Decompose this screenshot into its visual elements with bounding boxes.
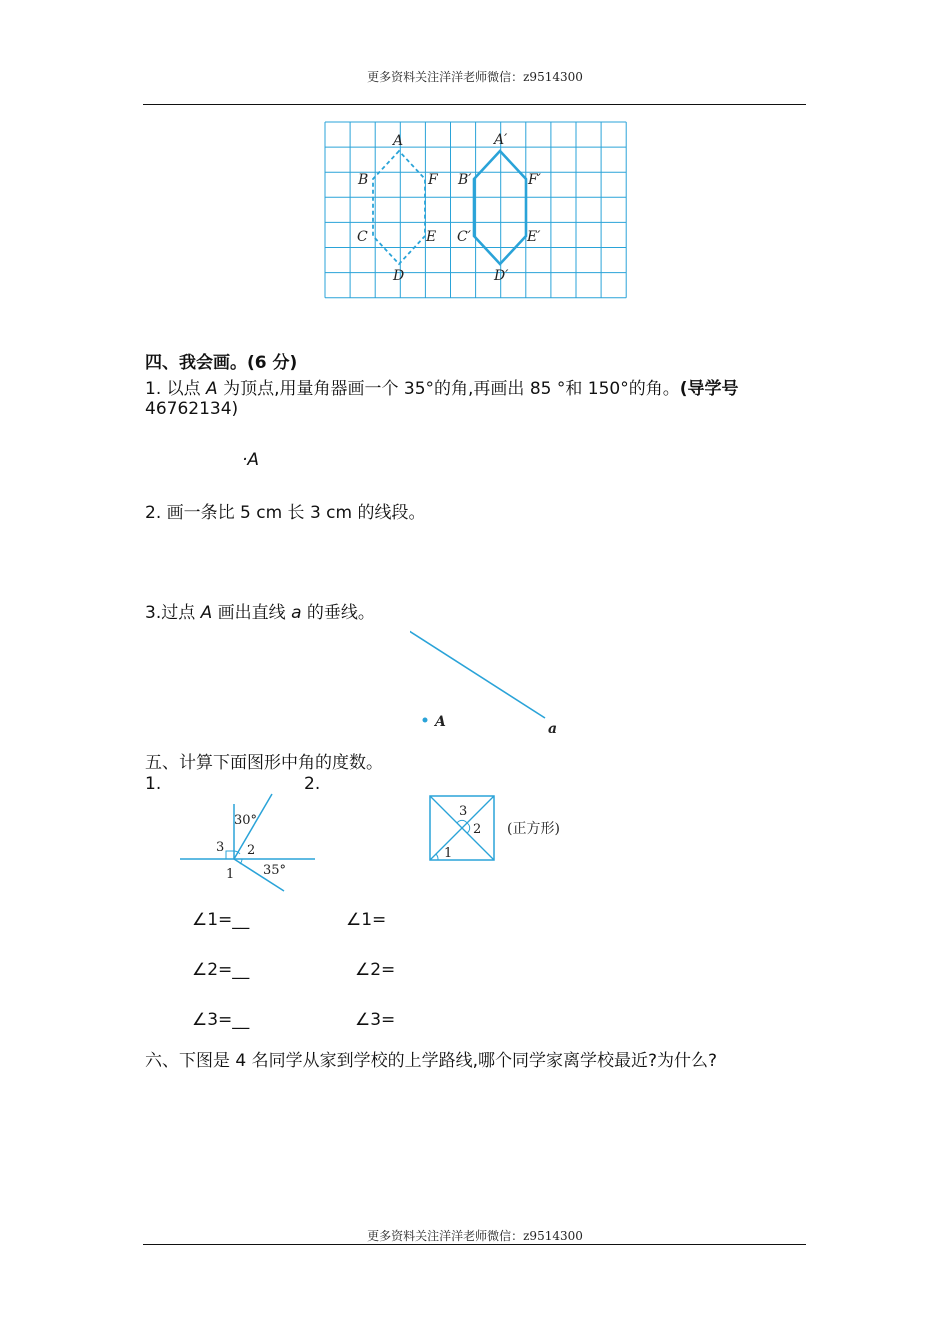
q1-tag-number: 46762134)	[145, 399, 239, 419]
footer-rule	[143, 1244, 806, 1245]
line-a-figure	[410, 615, 570, 740]
answer-right-3: ∠3=	[355, 1010, 396, 1030]
angle-3-label: 3	[216, 840, 225, 855]
q1-prefix: 1. 以点	[145, 379, 207, 399]
label-B-prime: B′	[458, 172, 472, 188]
sq-angle-3-label: 3	[459, 804, 468, 819]
label-C-prime: C′	[457, 229, 471, 245]
section4-title	[145, 348, 297, 373]
hexagon-translation-figure	[320, 118, 630, 326]
point-A	[423, 718, 428, 723]
square-caption: (正方形)	[507, 821, 560, 837]
page-footer: 更多资料关注洋洋老师微信：z9514300	[367, 1229, 583, 1243]
label-F-prime: F′	[528, 172, 541, 188]
angle-35-label: 35°	[263, 863, 287, 878]
q1-point-label: ·A	[242, 450, 260, 470]
section4-q1	[145, 374, 739, 399]
angle-30-label: 30°	[234, 813, 258, 828]
label-D-prime: D′	[494, 268, 509, 284]
section4-q2: 2. 画一条比 5 cm 长 3 cm 的线段。	[145, 503, 426, 523]
angle-2-label: 2	[247, 843, 256, 858]
section5-q1-label: 1.	[145, 774, 162, 794]
q1-tag: (导学号	[679, 379, 739, 399]
q3-mid: 画出直线	[212, 603, 292, 623]
label-A-prime: A′	[494, 132, 508, 148]
section5-title: 五、计算下面图形中角的度数。	[145, 753, 383, 773]
label-C: C	[357, 229, 368, 245]
label-B: B	[358, 172, 369, 188]
q1-point-a: A	[206, 379, 218, 399]
sq-angle-2-label: 2	[473, 822, 482, 837]
angle-figure-1	[175, 792, 325, 902]
q1-text: 为顶点,用量角器画一个 35°的角,再画出 85 °和 150°的角。	[217, 379, 680, 399]
answer-left-2: ∠2=__	[192, 960, 250, 980]
answer-right-2: ∠2=	[355, 960, 396, 980]
line-a	[410, 620, 545, 718]
q3-suffix: 的垂线。	[301, 603, 375, 623]
angle-3-arc	[457, 820, 467, 823]
answer-right-1: ∠1=	[346, 910, 387, 930]
label-E: E	[426, 229, 437, 245]
header-rule	[143, 104, 806, 105]
square-grid	[325, 122, 626, 298]
sq-angle-1-label: 1	[444, 846, 453, 861]
square-figure-2	[425, 792, 585, 864]
label-A: A	[393, 133, 404, 149]
section4-q3	[145, 598, 375, 623]
section4-title-text: 四、我会画。(6 分)	[145, 353, 298, 373]
section6-title: 六、下图是 4 名同学从家到学校的上学路线,哪个同学家离学校最近?为什么?	[145, 1051, 718, 1071]
line-a-label: a	[548, 721, 558, 737]
answer-left-1: ∠1=__	[192, 910, 250, 930]
right-angle-mark	[226, 851, 234, 859]
angle-2-arc	[467, 823, 470, 833]
angle-1-label: 1	[226, 867, 235, 882]
label-D: D	[393, 268, 405, 284]
q3-line-a: a	[291, 603, 302, 623]
label-F: F	[428, 172, 438, 188]
label-E-prime: E′	[527, 229, 541, 245]
point-A-label: A	[435, 714, 446, 730]
q3-prefix: 3.过点	[145, 603, 201, 623]
answer-left-3: ∠3=__	[192, 1010, 250, 1030]
q3-point-a: A	[200, 603, 213, 623]
angle-1-arc	[436, 854, 438, 860]
section5-q2-label: 2.	[304, 774, 321, 794]
page-header: 更多资料关注洋洋老师微信：z9514300	[367, 70, 583, 84]
